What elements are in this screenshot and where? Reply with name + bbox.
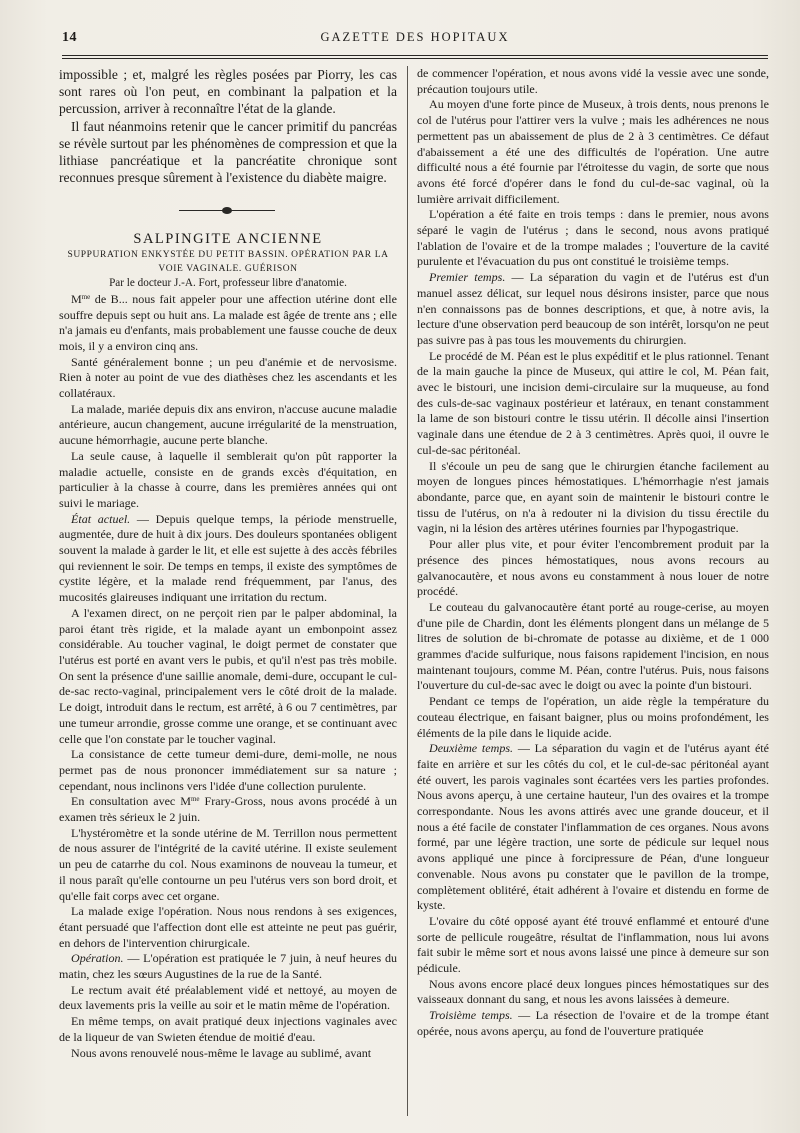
body-paragraph: Nous avons encore placé deux longues pinces hémostatiques sur des vaisseaux donnant du sang, et nous les avons laissées à demeure. xyxy=(417,976,769,1007)
body-paragraph xyxy=(59,951,397,982)
body-paragraph: de commencer l'opération, et nous avons vidé la vessie avec une sonde, précaution toujours utile. xyxy=(417,66,769,96)
page-number: 14 xyxy=(62,30,77,45)
intro-paragraph: impossible ; et, malgré les règles posées par Piorry, les cas sont rares où l'on peut, en combinant la palpation et la percussion, arriver à reconnaître l'état de la glande. xyxy=(59,67,397,117)
body-paragraph: Nous avons renouvelé nous-même le lavage au sublimé, avant xyxy=(71,1045,372,1060)
body-paragraph: Santé généralement bonne ; un peu d'anémie et de nervosisme. Rien à noter au point de vue des diathèses chez les ascendants et les collatéraux. xyxy=(59,354,397,401)
paragraph-text: — La séparation du vagin et de l'utérus ayant été faite en arrière et sur les côtés du col, et le cul-de-sac péritonéal ayant été ouvert, les parois vaginales sont écartées vers les parties profondes. Nous avons aperçu, à une certaine hauteur, l'un des ovaires et la trompe correspondante. Nous les avons attirés avec une grande douceur, et il nous a été facile de constater l'inflammation de ces organes. Nous avons formé, par une légère traction, une sorte de pédicule sur lequel nous avons appliqué une pince à forcipressure de Péan, d'une longueur convenable. Nous avons pu constater que le pavillon de la trompe, complètement oblitéré, était adhérent à l'ovaire et distendu en forme de kyste. xyxy=(417,741,769,913)
paragraph-lead: Opération. xyxy=(71,951,124,966)
body-paragraph: L'ovaire du côté opposé ayant été trouvé enflammé et entouré d'une sorte de pellicule rougeâtre, résultat de l'inflammation, nous lui avons fait subir le même sort et nous avons laissé une pince à demeure sur son pédicule. xyxy=(417,913,769,976)
paragraph-text: — La résection de l'ovaire et de la trompe étant opérée, nous avons aperçu, au fond de l'ouverture pratiquée xyxy=(417,1008,769,1038)
column-divider xyxy=(407,66,408,1116)
right-column xyxy=(417,66,769,1040)
paragraph-lead: État actuel. xyxy=(71,511,131,526)
body-paragraph: La malade exige l'opération. Nous nous rendons à ses exigences, étant persuadé que l'affection dont elle est atteinte ne peut pas guérir, en dehors de l'intervention chirurgicale. xyxy=(59,904,397,950)
body-paragraph xyxy=(59,512,397,606)
body-paragraph: En même temps, on avait pratiqué deux injections vaginales avec de la liqueur de van Swieten étendue de moitié d'eau. xyxy=(59,1014,397,1044)
body-paragraph: Pour aller plus vite, et pour éviter l'encombrement produit par la présence des pinces hémostatiques, nous avons recours au galvanocautère, et nous avons eu constamment à nous louer de notre procédé. xyxy=(417,537,769,599)
body-paragraph: Au moyen d'une forte pince de Museux, à trois dents, nous prenons le col de l'utérus pour l'attirer vers la vulve ; mais les adhérences ne nous permettent pas un abaissement de plus de 2 à 3 centimètres. Ce défaut d'abaissement a été une des difficultés de l'opération. Une autre difficulté nous a été fournie par l'étroitesse du vagin, de sorte que nous avons été forcé d'opérer dans le fond du cul-de-sac vaginal, où la lumière arrivait difficilement. xyxy=(417,97,769,206)
paragraph-text: de B... nous fait appeler pour une affection utérine dont elle souffre depuis sept ou huit ans. La malade est âgée de trente ans ; elle n'a jamais eu d'enfants, mais probablement une fausse couche de deux mois, il y a environ cinq ans. xyxy=(59,291,397,353)
ornament-dot xyxy=(222,207,232,214)
body-paragraph: Le couteau du galvanocautère étant porté au rouge-cerise, au moyen d'une pile de Chardin, dont les éléments plongent dans un mélange de 5 litres de solution de bi-chromate de potasse au dixième, et de 1 000 grammes d'acide sulfurique, nous faisons rapidement l'incision, en nous maintenant toujours, comme M. Péan, contre l'utérus. Puis, nous faisons l'ouverture du cul-de-sac avec le doigt ou avec la pointe d'un bistouri. xyxy=(417,599,769,693)
body-paragraph: Le procédé de M. Péan est le plus expéditif et le plus rationnel. Tenant de la main gauche la pince de Museux, qui attire le col, M. Péan fait, avec le bistouri, une incision demi-circulaire sur la muqueuse, au fond des culs-de-sac vaginaux postérieur et latéraux, en tenant constamment la lame de son bistouri contre le tissu utérin. Il décolle ainsi l'insertion vaginale dans une étendue de 2 à 3 centimètres. Après quoi, il ouvre le cul-de-sac péritonéal. xyxy=(417,348,769,457)
paragraph-text: — Depuis quelque temps, la période menstruelle, augmentée, dure de huit à dix jours. Des douleurs spontanées obligent souvent la malade à garder le lit, et elle est sujette à des accès fébriles qui reviennent le soir. De temps en temps, il existe des symptômes de cystite légère, et la malade rend fréquemment, par l'anus, des mucosités glaireuses indiquant une irritation du rectum. xyxy=(59,511,397,605)
article-title: SALPINGITE ANCIENNE xyxy=(133,231,323,248)
body-paragraph xyxy=(417,270,769,349)
body-paragraph xyxy=(417,741,769,914)
body-paragraph: A l'examen direct, on ne perçoit rien par le palper abdominal, la paroi étant très rigide, et la malade ayant un embonpoint assez considérable. Au toucher vaginal, le doigt permet de constater que l'utérus est porté en avant vers le pubis, et qu'il n'est pas très mobile. On sent la présence d'une saillie anomale, demi-dure, occupant le cul-de-sac recto-vaginal, principalement vers le côté droit de la malade. Le doigt, introduit dans le rectum, est arrêté, à 6 ou 7 centimètres, par une tumeur arrondie, grosse comme une orange, et se continuant avec celle que l'on constate par le toucher vaginal. xyxy=(59,605,397,746)
left-column xyxy=(59,66,397,1061)
header-rule xyxy=(62,55,768,56)
body-paragraph xyxy=(59,292,397,355)
paragraph-text: Frary-Gross, nous avons procédé à un examen très sérieux le 2 juin. xyxy=(59,794,397,825)
page-header xyxy=(62,30,768,50)
honorific-superscript: me xyxy=(81,292,91,301)
body-paragraph: La malade, mariée depuis dix ans environ, n'accuse aucune maladie antérieure, aucun changement, aucune irrégularité de la menstruation, aucune hémorrhagie, aucune perte blanche. xyxy=(59,401,397,448)
body-paragraph: Il s'écoule un peu de sang que le chirurgien étanche facilement au moyen de longues pinces hémostatiques. L'hémorrhagie n'est jamais abondante, parce que, en ayant soin de maintenir le bistouri contre le tissu de l'utérus, on n'a à redouter ni la division du tissu érectile du vagin, ni la lésion des artères utérines fournies par l'hypogastrique. xyxy=(417,458,769,536)
body-paragraph: Le rectum avait été préalablement vidé et nettoyé, au moyen de deux lavements pris la veille au soir et le matin même de l'opération. xyxy=(59,982,397,1013)
article-byline: Par le docteur J.-A. Fort, professeur libre d'anatomie. xyxy=(109,277,347,290)
paragraph-lead: Troisième temps. xyxy=(429,1008,513,1023)
section-ornament xyxy=(59,198,397,224)
intro-paragraph: Il faut néanmoins retenir que le cancer primitif du pancréas se révèle surtout par les phénomènes de compression et que la lithiase pancréatique et la pancréatite chronique sont reconnues presque sûrement à l'existence du diabète maigre. xyxy=(59,118,397,186)
header-rule-double xyxy=(62,58,768,59)
body-paragraph: La consistance de cette tumeur demi-dure, demi-molle, ne nous permet pas de nous prononcer immédiatement sur sa nature ; cependant, nous inclinons vers l'idée d'une collection purulente. xyxy=(59,747,397,793)
body-paragraph: L'opération a été faite en trois temps : dans le premier, nous avons séparé le vagin de l'utérus ; dans le second, nous avons pratiqué l'ablation de l'ovaire et de la trompe malades ; l'ouverture de la cavité purulente et l'évacuation du pus ont constitué le troisième temps. xyxy=(417,207,769,269)
honorific-superscript: me xyxy=(190,795,200,804)
paragraph-text: — La séparation du vagin et de l'utérus est d'un manuel assez délicat, sur lequel nous désirons insister, parce que nous n'en connaissons pas de bonnes descriptions, et que, à notre avis, la lecture d'une observation perd beaucoup de son intérêt, lorsqu'on ne peut pas suivre pas à pas tous les mouvements du chirurgien. xyxy=(417,270,769,347)
paragraph-text: En consultation avec M xyxy=(71,794,191,809)
body-paragraph xyxy=(59,794,397,825)
body-paragraph: L'hystéromètre et la sonde utérine de M. Terrillon nous permettent de nous assurer de l'intégrité de la cavité utérine. Il existe seulement un peu de catarrhe du col. Nous examinons de nouveau la tumeur, et il nous paraît qu'elle contourne un peu l'utérus vers son bord droit, et qu'elle fait corps avec cet organe. xyxy=(59,825,397,903)
article-subtitle: SUPPURATION ENKYSTÉE DU PETIT BASSIN. OPÉRATION PAR LA VOIE VAGINALE. GUÉRISON xyxy=(67,250,389,275)
paragraph-lead: Deuxième temps. xyxy=(429,741,514,756)
paragraph-lead: Premier temps. xyxy=(429,270,506,285)
paragraph-text: — L'opération est pratiquée le 7 juin, à neuf heures du matin, chez les sœurs Augustines de la rue de la Santé. xyxy=(59,951,397,982)
running-title: GAZETTE DES HOPITAUX xyxy=(320,30,510,44)
body-paragraph: Pendant ce temps de l'opération, un aide règle la température du couteau électrique, en faisant baigner, plus ou moins profondément, les éléments de la pile dans le liquide acide. xyxy=(417,694,769,740)
body-paragraph: La seule cause, à laquelle il semblerait qu'on pût rapporter la maladie actuelle, consiste en de grands excès d'équitation, en particulier à la chasse à courre, dans les premières années qui ont suivi le mariage. xyxy=(59,448,397,510)
honorific: M xyxy=(71,291,82,306)
body-paragraph xyxy=(417,1008,769,1039)
